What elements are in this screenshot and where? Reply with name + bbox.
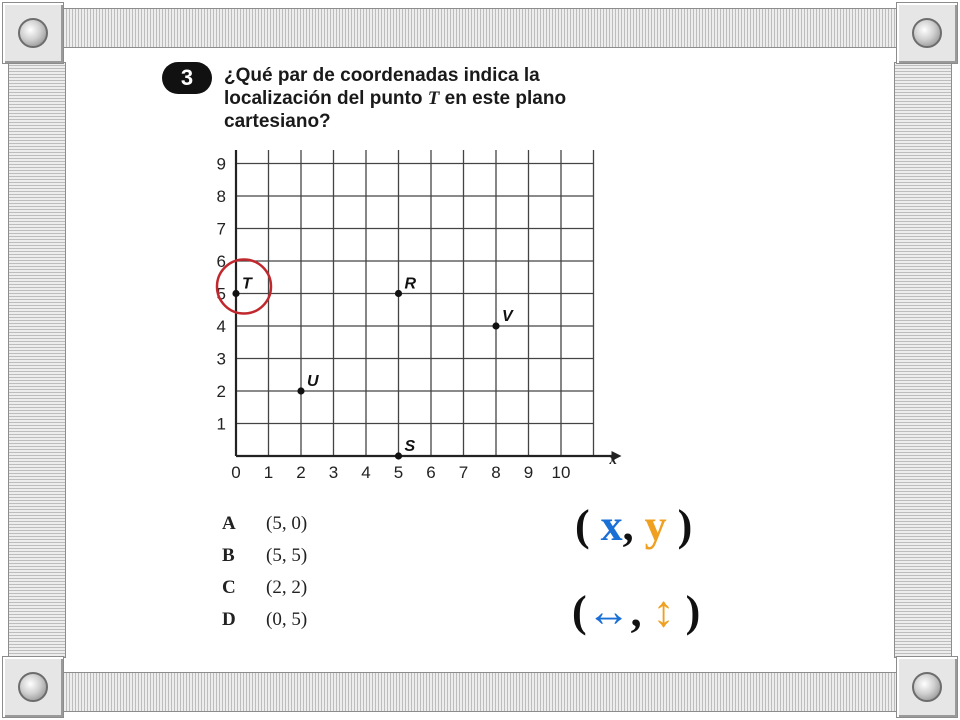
- point-u-marker: [297, 387, 304, 394]
- x-tick-label: 6: [426, 463, 436, 482]
- knob-icon: [912, 18, 942, 48]
- point-t-marker: [232, 290, 239, 297]
- question-line-3: cartesiano?: [224, 111, 331, 132]
- question-point-name: T: [427, 88, 440, 109]
- frame-bottom-bar: [62, 672, 898, 712]
- question-text: [224, 64, 654, 133]
- frame-corner-top-left: [2, 2, 64, 64]
- point-s-label: S: [404, 438, 416, 455]
- close-paren: ): [685, 587, 701, 636]
- coordinate-pair-annotation: [575, 500, 692, 551]
- close-paren: ): [677, 501, 693, 550]
- question-line-2: [224, 87, 654, 110]
- point-u-label: U: [307, 373, 319, 390]
- y-letter: y: [644, 501, 667, 550]
- x-tick-label: 3: [328, 463, 339, 482]
- question-line-1: ¿Qué par de coordenadas indica la: [224, 65, 540, 86]
- x-tick-label: 10: [551, 463, 571, 482]
- x-letter: x: [600, 501, 623, 550]
- frame-top-bar: [62, 8, 898, 48]
- choice-letter: C: [222, 577, 236, 598]
- y-tick-label: 4: [216, 317, 226, 336]
- point-t-label: T: [242, 275, 252, 293]
- point-v-label: V: [502, 308, 513, 325]
- frame-corner-top-right: [896, 2, 958, 64]
- x-axis-label: x: [609, 452, 617, 468]
- x-tick-label: 4: [361, 463, 371, 482]
- knob-icon: [18, 18, 48, 48]
- y-tick-label: 3: [216, 349, 226, 369]
- x-tick-label: 5: [393, 463, 404, 482]
- comma: ,: [622, 501, 634, 550]
- frame-left-bar: [8, 62, 66, 658]
- y-tick-label: 8: [216, 187, 226, 206]
- x-tick-label: 7: [458, 463, 469, 482]
- frame-corner-bottom-right: [896, 656, 958, 718]
- open-paren: (: [575, 501, 590, 550]
- x-tick-label: 2: [296, 463, 306, 482]
- choice-b[interactable]: [222, 540, 307, 572]
- cartesian-plane: [190, 150, 630, 490]
- comma: ,: [630, 587, 642, 636]
- y-tick-label: 9: [216, 154, 226, 174]
- choice-letter: A: [222, 513, 236, 534]
- x-tick-label: 9: [523, 463, 534, 482]
- point-r-marker: [395, 290, 402, 297]
- y-tick-label: 6: [216, 252, 226, 271]
- x-tick-label: 8: [491, 463, 501, 482]
- point-r-label: R: [404, 275, 417, 293]
- question-line-2-start: localización del punto: [224, 88, 428, 109]
- choice-d[interactable]: [222, 604, 307, 636]
- frame-right-bar: [894, 62, 952, 658]
- choice-value: (0, 5): [266, 609, 308, 630]
- choice-letter: D: [222, 609, 236, 630]
- frame-corner-bottom-left: [2, 656, 64, 718]
- choice-value: (5, 5): [266, 545, 308, 566]
- choice-value: (2, 2): [266, 577, 308, 598]
- answer-choices: [222, 508, 307, 636]
- direction-annotation: [572, 586, 700, 637]
- point-s-marker: [395, 452, 402, 459]
- x-tick-label: 0: [231, 463, 241, 482]
- question-number-badge: 3: [162, 62, 212, 94]
- point-v-marker: [492, 322, 499, 329]
- knob-icon: [18, 672, 48, 702]
- knob-icon: [912, 672, 942, 702]
- choice-c[interactable]: [222, 572, 307, 604]
- open-paren: (: [572, 587, 587, 636]
- y-tick-label: 2: [216, 382, 226, 401]
- y-tick-label: 5: [216, 284, 226, 304]
- horizontal-arrow-icon: ↔: [586, 587, 631, 636]
- y-tick-label: 7: [216, 219, 226, 239]
- x-tick-label: 1: [263, 463, 274, 482]
- choice-letter: B: [222, 545, 235, 566]
- vertical-arrow-icon: ↕: [652, 587, 675, 636]
- choice-a[interactable]: [222, 508, 307, 540]
- choice-value: (5, 0): [266, 513, 308, 534]
- question-line-2-end: en este plano: [439, 88, 567, 109]
- y-tick-label: 1: [216, 414, 226, 434]
